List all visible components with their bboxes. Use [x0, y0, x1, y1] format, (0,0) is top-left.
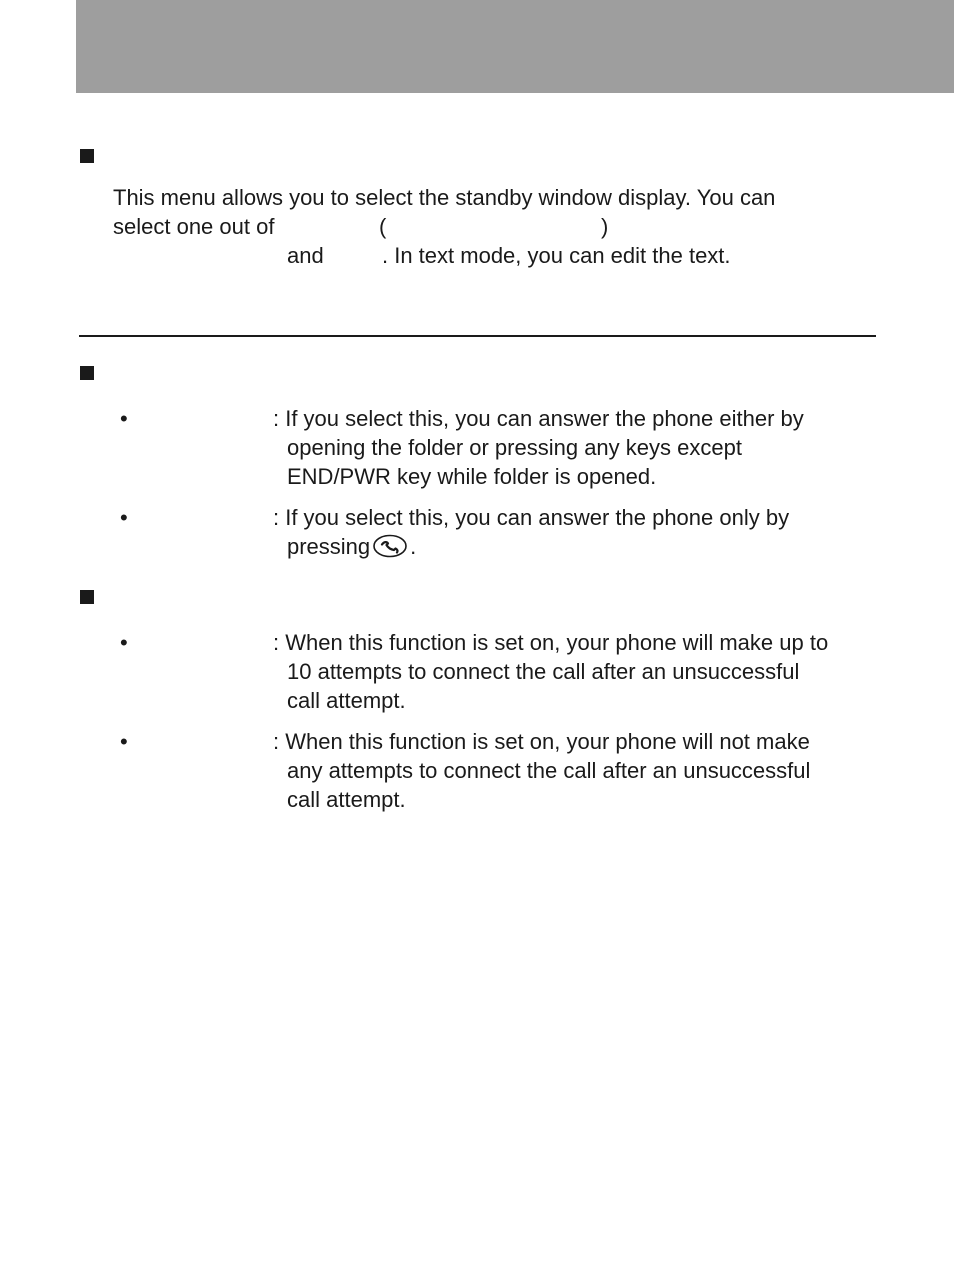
- section-divider: [79, 335, 876, 337]
- bullet-icon: •: [120, 505, 128, 530]
- intro-line-3a: and: [287, 243, 324, 268]
- intro-line-2a: select one out of: [113, 214, 275, 239]
- send-only-period: .: [410, 534, 417, 559]
- intro-line-3b: . In text mode, you can edit the text.: [382, 243, 731, 268]
- retry-off-line-3: call attempt.: [287, 787, 406, 812]
- intro-line-1: This menu allows you to select the standby window display. You can: [113, 185, 776, 210]
- header-band: [76, 0, 954, 93]
- retry-off-line-1: : When this function is set on, your phone will not make: [273, 729, 810, 754]
- bullet-icon: •: [120, 729, 128, 754]
- bullet-icon: •: [120, 630, 128, 655]
- section-marker-square: [80, 590, 94, 604]
- retry-on-line-2: 10 attempts to connect the call after an unsuccessful: [287, 659, 800, 684]
- retry-on-line-3: call attempt.: [287, 688, 406, 713]
- send-only-line-1: : If you select this, you can answer the phone only by: [273, 505, 790, 530]
- any-key-line-2: opening the folder or pressing any keys except: [287, 435, 742, 460]
- section-marker-square: [80, 366, 94, 380]
- send-key-icon: [372, 534, 408, 558]
- bullet-icon: •: [120, 406, 128, 431]
- intro-line-2b: (: [379, 214, 387, 239]
- send-only-pressing: pressing: [287, 534, 371, 559]
- section-marker-square: [80, 149, 94, 163]
- retry-off-line-2: any attempts to connect the call after an unsuccessful: [287, 758, 811, 783]
- retry-on-line-1: : When this function is set on, your phone will make up to: [273, 630, 829, 655]
- any-key-line-1: : If you select this, you can answer the phone either by: [273, 406, 804, 431]
- any-key-line-3: END/PWR key while folder is opened.: [287, 464, 657, 489]
- intro-line-2c: ): [601, 214, 609, 239]
- send-only-line-2: [287, 532, 416, 561]
